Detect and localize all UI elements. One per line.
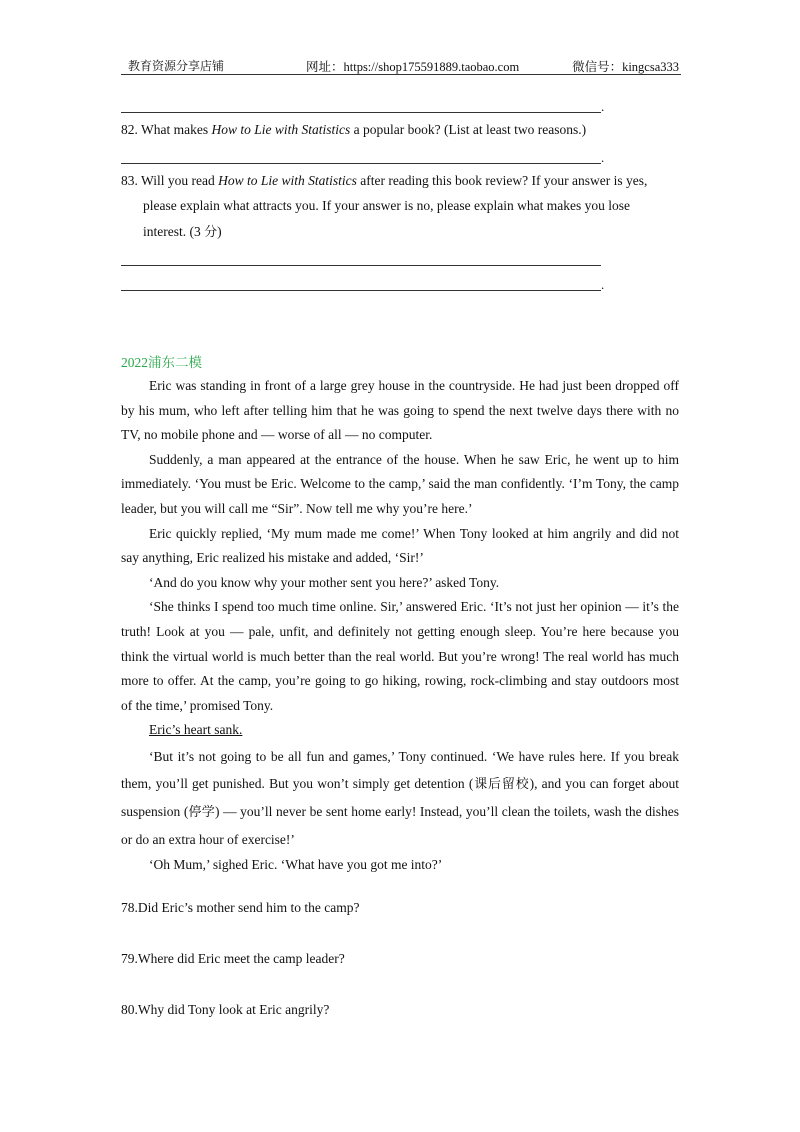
- answer-line-82: [121, 163, 601, 164]
- question-78: 78.Did Eric’s mother send him to the camp?: [121, 900, 360, 915]
- answer-line-81: [121, 112, 601, 113]
- answer-line-83-dot: .: [601, 277, 605, 292]
- answer-line-82-dot: .: [601, 150, 605, 165]
- question-79: 79.Where did Eric meet the camp leader?: [121, 951, 345, 966]
- paragraph-6: [121, 718, 679, 743]
- paragraph-8: ‘Oh Mum,’ sighed Eric. ‘What have you got me into?’: [149, 856, 443, 872]
- paragraph-2: Suddenly, a man appeared at the entrance of the house. When he saw Eric, he went up to him immediately. ‘You must be Eric. Welcome to the camp,’ said the man confidently. ‘I’m Tony, the camp leader, but you will call me “Sir”. Now tell me why you’re here.’: [121, 451, 679, 516]
- question-82: 82. What makes How to Lie with Statistics a popular book? (List at least two reasons.): [121, 122, 587, 137]
- reading-passage: [121, 374, 679, 878]
- answer-line-81-dot: .: [601, 99, 605, 114]
- page-header: [121, 54, 681, 75]
- paragraph-7: ‘But it’s not going to be all fun and games,’ Tony continued. ‘We have rules here. If you break them, you’ll get punished. But you won’t simply get detention (课后留校), and you can forget about suspension (停学) — you’ll never be sent home early! Instead, you’ll clean the toilets, wash the dishes or do an extra hour of exercise!’: [121, 748, 679, 847]
- answer-line-83b: [121, 290, 601, 291]
- header-shop-name: 教育资源分享店铺: [128, 59, 225, 73]
- paragraph-1: Eric was standing in front of a large grey house in the countryside. He had just been dropped off by his mum, who left after telling him that he was going to spend the next twelve days there with no TV, no mobile phone and — worse of all — no computer.: [121, 378, 679, 443]
- question-80: 80.Why did Tony look at Eric angrily?: [121, 1002, 330, 1017]
- question-83-line2: please explain what attracts you. If your answer is no, please explain what makes you lose: [143, 198, 630, 213]
- question-83-line1: 83. Will you read How to Lie with Statistics after reading this book review? If your answer is yes,: [121, 173, 648, 188]
- paragraph-3: Eric quickly replied, ‘My mum made me come!’ When Tony looked at him angrily and did not say anything, Eric realized his mistake and added, ‘Sir!’: [121, 525, 679, 566]
- paragraph-5: ‘She thinks I spend too much time online. Sir,’ answered Eric. ‘It’s not just her opinion — it’s the truth! Look at you — pale, unfit, and definitely not getting enough sleep. You’re here because you think the virtual world is much better than the real world. But you’re wrong! The real world has much more to offer. At the camp, you’re going to go hiking, rowing, rock-climbing and stay outdoors most of the time,’ promised Tony.: [121, 599, 679, 713]
- paragraph-4: ‘And do you know why your mother sent you here?’ asked Tony.: [149, 574, 500, 590]
- section-title: 2022浦东二模: [121, 355, 202, 370]
- answer-line-83a: [121, 265, 601, 266]
- header-wechat: 微信号：kingcsa333: [572, 60, 679, 74]
- header-url: 网址：https://shop175591889.taobao.com: [306, 60, 520, 74]
- underlined-sentence: Eric’s heart sank.: [149, 722, 243, 738]
- question-83-line3: interest. (3 分): [143, 224, 222, 240]
